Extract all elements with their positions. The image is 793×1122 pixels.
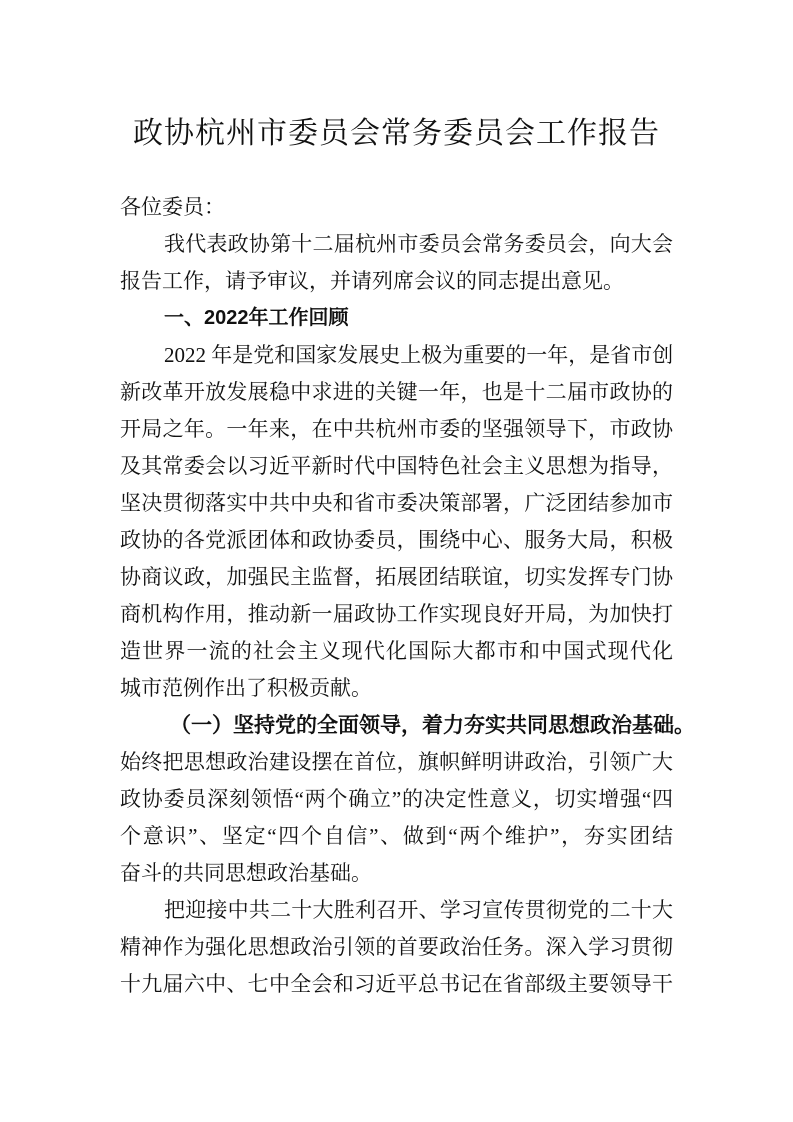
paragraph-line: 新改革开放发展稳中求进的关键一年，也是十二届市政协的 [120, 380, 673, 404]
paragraph-line: 政协的各党派团体和政协委员，围绕中心、服务大局，积极 [120, 528, 673, 552]
paragraph-line: 十九届六中、七中全会和习近平总书记在省部级主要领导干 [120, 972, 673, 996]
document-body [120, 189, 695, 1003]
document-title: 政协杭州市委员会常务委员会工作报告 [133, 117, 660, 150]
paragraph-line: 政协委员深刻领悟“两个确立”的决定性意义，切实增强“四 [120, 787, 673, 811]
paragraph-line: 奋斗的共同思想政治基础。 [120, 861, 372, 885]
paragraph-line: 商机构作用，推动新一届政协工作实现良好开局，为加快打 [120, 602, 673, 626]
paragraph-line: 个意识”、坚定“四个自信”、做到“两个维护”，夯实团结 [120, 824, 673, 848]
paragraph-line: 开局之年。一年来，在中共杭州市委的坚强领导下，市政协 [120, 417, 673, 441]
paragraph-line: 精神作为强化思想政治引领的首要政治任务。深入学习贯彻 [120, 935, 673, 959]
paragraph-line: 坚决贯彻落实中共中央和省市委决策部署，广泛团结参加市 [120, 491, 673, 515]
paragraph-line: 城市范例作出了积极贡献。 [120, 676, 372, 700]
paragraph-line: 协商议政，加强民主监督，拓展团结联谊，切实发挥专门协 [120, 565, 673, 589]
paragraph-line: 造世界一流的社会主义现代化国际大都市和中国式现代化 [120, 639, 673, 663]
paragraph-line: 2022 年是党和国家发展史上极为重要的一年，是省市创 [164, 343, 674, 367]
subsection-heading: （一）坚持党的全面领导，着力夯实共同思想政治基础。 [170, 713, 695, 737]
salutation: 各位委员： [120, 195, 225, 219]
section-heading: 一、2022年工作回顾 [164, 307, 349, 329]
paragraph-line: 及其常委会以习近平新时代中国特色社会主义思想为指导， [120, 454, 673, 478]
paragraph-line: 始终把思想政治建设摆在首位，旗帜鲜明讲政治，引领广大 [120, 750, 673, 774]
intro-line: 我代表政协第十二届杭州市委员会常务委员会，向大会 [164, 232, 673, 256]
intro-line: 报告工作，请予审议，并请列席会议的同志提出意见。 [120, 269, 624, 293]
paragraph-line: 把迎接中共二十大胜利召开、学习宣传贯彻党的二十大 [164, 898, 673, 922]
